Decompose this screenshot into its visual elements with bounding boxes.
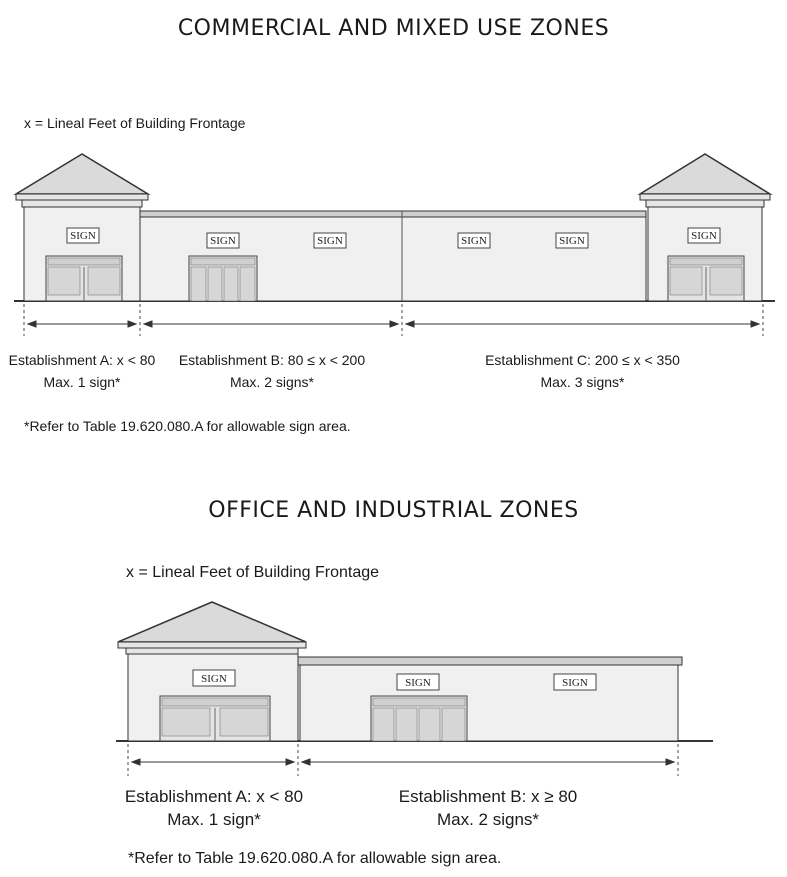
svg-text:SIGN: SIGN [461, 235, 487, 247]
establishment-a-commercial: Establishment A: x < 80 Max. 1 sign* [8, 352, 156, 390]
dimension-arrows [28, 321, 759, 327]
office-zone-title: OFFICE AND INDUSTRIAL ZONES [208, 498, 579, 523]
svg-text:SIGN: SIGN [210, 235, 236, 247]
svg-text:SIGN: SIGN [405, 677, 431, 689]
office-building-diagram [0, 590, 787, 790]
svg-text:SIGN: SIGN [317, 235, 343, 247]
svg-text:SIGN: SIGN [559, 235, 585, 247]
sign-office-b1 [397, 674, 439, 690]
establishment-b-commercial: Establishment B: 80 ≤ x < 200 Max. 2 signs* [178, 352, 366, 390]
sign-b2 [314, 233, 346, 248]
svg-text:SIGN: SIGN [691, 230, 717, 242]
establishment-a-office: Establishment A: x < 80 Max. 1 sign* [124, 787, 304, 830]
office-footnote: *Refer to Table 19.620.080.A for allowable sign area. [128, 850, 502, 867]
office-legend: x = Lineal Feet of Building Frontage [126, 564, 380, 581]
sign-c3 [688, 228, 720, 243]
svg-text:SIGN: SIGN [201, 673, 227, 685]
sign-c1 [458, 233, 490, 248]
svg-text:SIGN: SIGN [70, 230, 96, 242]
storefront-a [46, 256, 122, 301]
sign-c2 [556, 233, 588, 248]
office-dimension-arrows [132, 759, 674, 765]
storefront-office-a [160, 696, 270, 741]
sign-office-b2 [554, 674, 596, 690]
sign-office-a [193, 670, 235, 686]
establishment-b-office: Establishment B: x ≥ 80 Max. 2 signs* [398, 787, 578, 830]
commercial-zone-title: COMMERCIAL AND MIXED USE ZONES [177, 16, 610, 41]
storefront-office-b [371, 696, 467, 741]
sign-b1 [207, 233, 239, 248]
svg-text:SIGN: SIGN [562, 677, 588, 689]
establishment-c-commercial: Establishment C: 200 ≤ x < 350 Max. 3 signs* [485, 352, 680, 390]
commercial-legend: x = Lineal Feet of Building Frontage [24, 115, 246, 131]
sign-a [67, 228, 99, 243]
commercial-footnote: *Refer to Table 19.620.080.A for allowable sign area. [24, 418, 351, 434]
storefront-b [189, 256, 257, 301]
storefront-c [668, 256, 744, 301]
